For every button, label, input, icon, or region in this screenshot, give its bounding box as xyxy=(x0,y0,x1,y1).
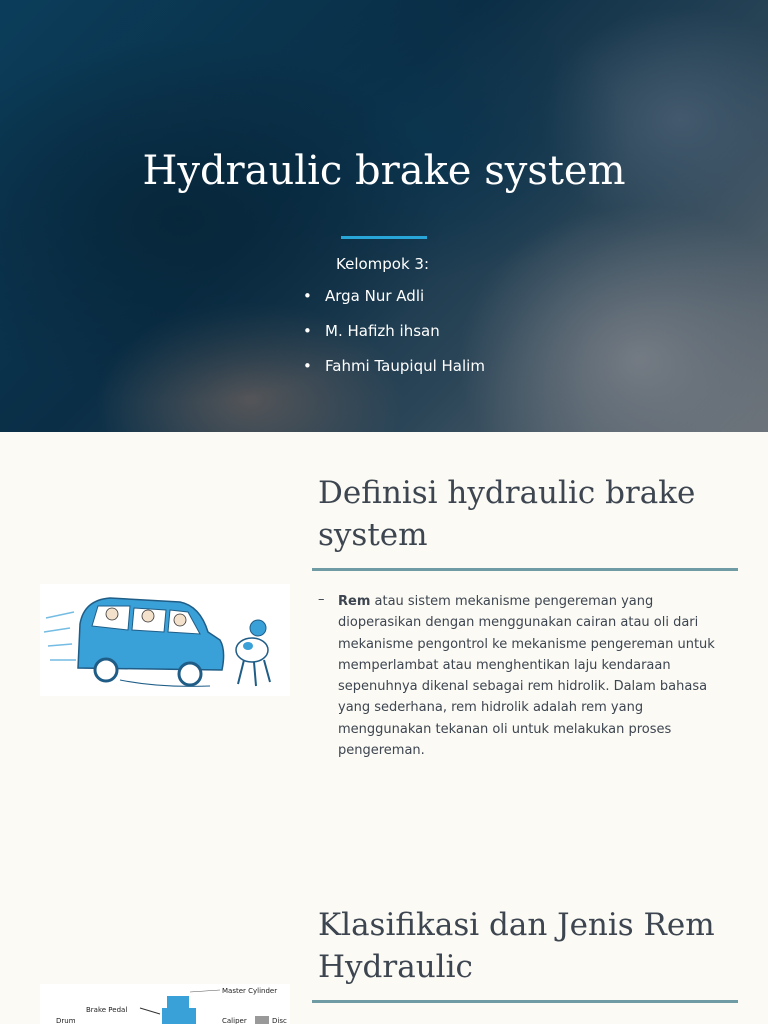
diagram-label-master-cylinder: Master Cylinder xyxy=(222,987,278,995)
diagram-label-drum: Drum xyxy=(56,1017,76,1024)
section-rule xyxy=(312,1000,738,1003)
member-name: Arga Nur Adli xyxy=(325,287,425,305)
list-dash: – xyxy=(318,592,325,607)
title-slide xyxy=(0,0,768,432)
title-rule xyxy=(312,568,738,571)
car-icon xyxy=(40,584,290,696)
slide-title: Definisi hydraulic brake system xyxy=(318,475,696,553)
definition-text xyxy=(338,591,738,761)
list-item xyxy=(303,287,485,322)
definition-body: atau sistem mekanisme pengereman yang dioperasikan dengan menggunakan cairan atau oli dari mekanisme pengontrol ke mekanisme pengereman untuk memperlambat atau menghentikan laju kendaraan sepenuhnya dikenal sebagai rem hidrolik. Dalam bahasa yang sederhana, rem hidrolik adalah rem yang menggunakan tekanan oli untuk melakukan proses pengereman. xyxy=(338,594,715,759)
diagram-label-disc: Disc xyxy=(272,1017,287,1024)
diagram-label-brake-pedal: Brake Pedal xyxy=(86,1006,128,1014)
diagram-label-caliper: Caliper xyxy=(222,1017,247,1024)
bullet-icon: • xyxy=(303,322,312,340)
brake-diagram xyxy=(40,984,290,1024)
group-label: Kelompok 3: xyxy=(336,255,430,273)
definition-term: Rem xyxy=(338,594,371,609)
accent-divider xyxy=(341,236,427,239)
bullet-icon: • xyxy=(303,287,312,305)
member-name: Fahmi Taupiqul Halim xyxy=(325,357,485,375)
content-slide xyxy=(0,432,768,1024)
section-title: Klasifikasi dan Jenis Rem Hydraulic xyxy=(318,907,715,985)
member-list xyxy=(303,287,485,392)
list-item xyxy=(303,322,485,357)
member-name: M. Hafizh ihsan xyxy=(325,322,440,340)
bullet-icon: • xyxy=(303,357,312,375)
car-illustration xyxy=(40,584,290,696)
list-item xyxy=(303,357,485,392)
presentation-title: Hydraulic brake system xyxy=(142,148,626,194)
